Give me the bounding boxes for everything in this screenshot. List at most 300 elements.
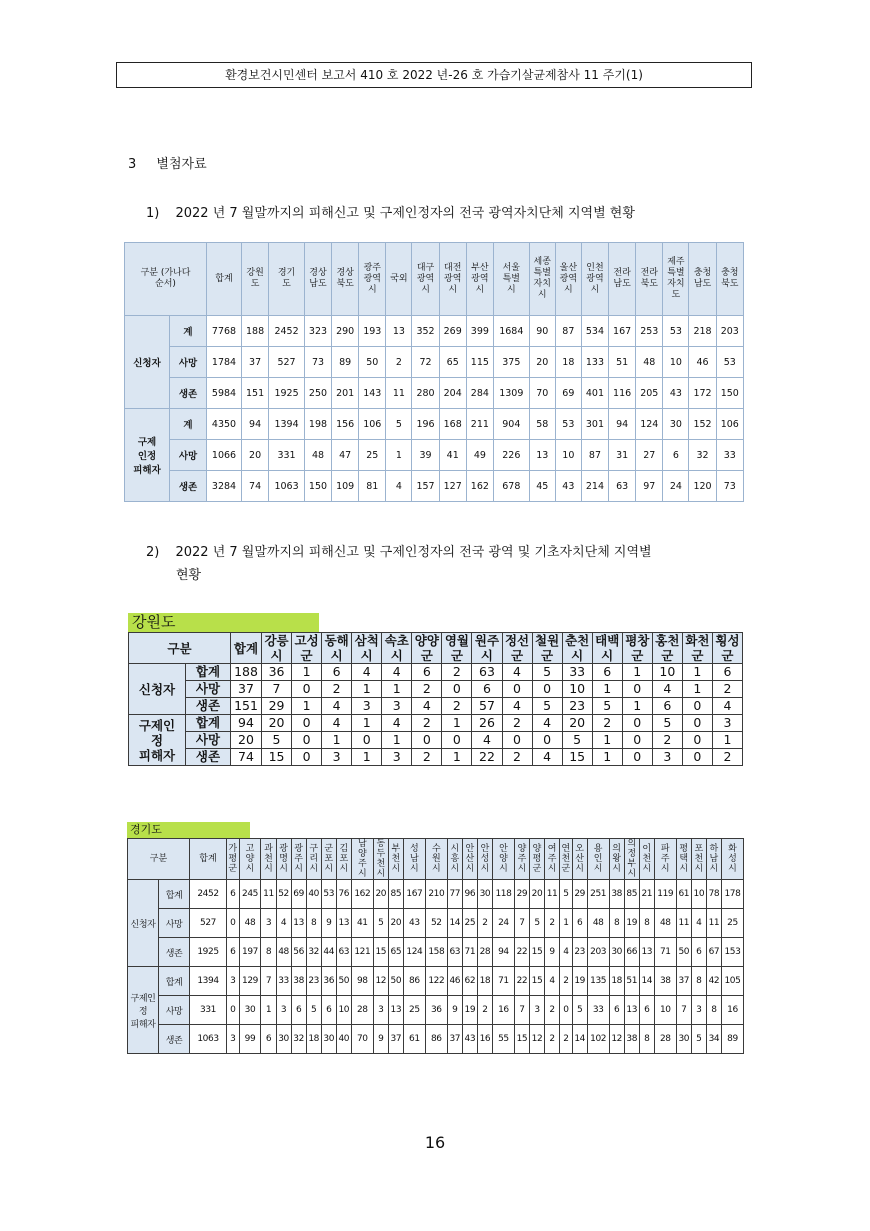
value-cell: 3 <box>712 715 742 732</box>
value-cell: 203 <box>587 938 609 967</box>
value-cell: 151 <box>242 378 269 409</box>
table-row <box>129 664 743 681</box>
value-cell: 33 <box>276 967 291 996</box>
value-cell: 2 <box>442 698 472 715</box>
national-region-table <box>124 242 744 502</box>
value-cell: 6 <box>639 996 654 1025</box>
corner-header: 구분 (가나다 순서) <box>125 243 207 316</box>
header-row <box>125 243 744 316</box>
row-label: 사망 <box>186 732 231 749</box>
group-label: 신청자 <box>125 316 170 409</box>
value-cell: 19 <box>572 967 587 996</box>
value-cell: 3 <box>691 996 706 1025</box>
total-cell: 5984 <box>207 378 242 409</box>
column-header: 화천 군 <box>682 633 712 664</box>
value-cell: 0 <box>682 749 712 766</box>
value-cell: 20 <box>529 880 544 909</box>
value-cell: 2 <box>560 967 573 996</box>
value-cell: 32 <box>291 1025 306 1054</box>
value-cell: 2 <box>477 996 492 1025</box>
total-cell: 188 <box>231 664 262 681</box>
value-cell: 37 <box>676 967 691 996</box>
value-cell: 1 <box>292 664 322 681</box>
value-cell: 12 <box>609 1025 624 1054</box>
value-cell: 2 <box>545 909 560 938</box>
value-cell: 49 <box>466 440 493 471</box>
value-cell: 13 <box>386 316 412 347</box>
value-cell: 162 <box>351 880 373 909</box>
value-cell: 127 <box>439 471 466 502</box>
value-cell: 156 <box>332 409 359 440</box>
value-cell: 102 <box>587 1025 609 1054</box>
value-cell: 14 <box>447 909 462 938</box>
value-cell: 48 <box>304 440 331 471</box>
value-cell: 16 <box>477 1025 492 1054</box>
value-cell: 86 <box>425 1025 447 1054</box>
column-header: 시 흥 시 <box>447 839 462 880</box>
value-cell: 5 <box>592 698 622 715</box>
total-cell: 20 <box>231 732 262 749</box>
value-cell: 32 <box>689 440 716 471</box>
subsection-2-heading <box>146 541 652 560</box>
value-cell: 50 <box>359 347 386 378</box>
value-cell: 89 <box>332 347 359 378</box>
column-header: 대구 광역 시 <box>412 243 439 316</box>
value-cell: 56 <box>291 938 306 967</box>
value-cell: 204 <box>439 378 466 409</box>
value-cell: 15 <box>562 749 592 766</box>
value-cell: 99 <box>239 1025 261 1054</box>
value-cell: 124 <box>636 409 663 440</box>
value-cell: 1394 <box>269 409 305 440</box>
total-cell: 1394 <box>190 967 227 996</box>
value-cell: 2 <box>592 715 622 732</box>
value-cell: 198 <box>304 409 331 440</box>
value-cell: 43 <box>663 378 689 409</box>
value-cell: 205 <box>636 378 663 409</box>
value-cell: 32 <box>306 938 321 967</box>
group-label: 신청자 <box>128 880 159 967</box>
value-cell: 2 <box>322 681 352 698</box>
value-cell: 150 <box>716 378 743 409</box>
value-cell: 8 <box>639 1025 654 1054</box>
table-row <box>128 880 744 909</box>
value-cell: 63 <box>472 664 502 681</box>
value-cell: 13 <box>336 909 351 938</box>
column-header: 광 명 시 <box>276 839 291 880</box>
column-header: 여 주 시 <box>545 839 560 880</box>
value-cell: 28 <box>654 1025 676 1054</box>
value-cell: 11 <box>676 909 691 938</box>
value-cell: 122 <box>425 967 447 996</box>
value-cell: 73 <box>304 347 331 378</box>
table-row <box>125 409 744 440</box>
value-cell: 105 <box>721 967 743 996</box>
value-cell: 11 <box>386 378 412 409</box>
value-cell: 45 <box>529 471 555 502</box>
value-cell: 135 <box>587 967 609 996</box>
column-header: 용 인 시 <box>587 839 609 880</box>
value-cell: 0 <box>442 732 472 749</box>
value-cell: 96 <box>462 880 477 909</box>
row-label: 사망 <box>186 681 231 698</box>
gangwon-title: 강원도 <box>128 613 319 632</box>
value-cell: 42 <box>706 967 721 996</box>
value-cell: 5 <box>306 996 321 1025</box>
total-cell: 2452 <box>190 880 227 909</box>
value-cell: 2 <box>502 715 532 732</box>
row-label: 생존 <box>186 698 231 715</box>
value-cell: 8 <box>609 909 624 938</box>
value-cell: 399 <box>466 316 493 347</box>
value-cell: 904 <box>493 409 529 440</box>
gangwon-table <box>128 632 743 766</box>
column-header: 부 천 시 <box>388 839 403 880</box>
value-cell: 85 <box>388 880 403 909</box>
value-cell: 153 <box>721 938 743 967</box>
value-cell: 15 <box>262 749 292 766</box>
column-header: 국외 <box>386 243 412 316</box>
value-cell: 20 <box>373 880 388 909</box>
value-cell: 13 <box>291 909 306 938</box>
row-label: 계 <box>170 409 207 440</box>
column-header: 전라 남도 <box>609 243 636 316</box>
column-header: 고성 군 <box>292 633 322 664</box>
value-cell: 22 <box>514 938 529 967</box>
value-cell: 5 <box>529 909 544 938</box>
value-cell: 86 <box>403 967 425 996</box>
value-cell: 1 <box>592 681 622 698</box>
value-cell: 3 <box>382 698 412 715</box>
value-cell: 0 <box>292 749 322 766</box>
value-cell: 4 <box>322 715 352 732</box>
column-header: 삼척 시 <box>352 633 382 664</box>
value-cell: 2 <box>560 1025 573 1054</box>
value-cell: 10 <box>663 347 689 378</box>
value-cell: 1309 <box>493 378 529 409</box>
table-row <box>129 681 743 698</box>
gyeonggi-table <box>127 838 744 1054</box>
value-cell: 51 <box>609 347 636 378</box>
table-row <box>128 967 744 996</box>
value-cell: 30 <box>663 409 689 440</box>
value-cell: 70 <box>529 378 555 409</box>
value-cell: 0 <box>502 681 532 698</box>
value-cell: 245 <box>239 880 261 909</box>
value-cell: 4 <box>532 749 562 766</box>
value-cell: 43 <box>462 1025 477 1054</box>
value-cell: 38 <box>291 967 306 996</box>
column-header: 김 포 시 <box>336 839 351 880</box>
value-cell: 5 <box>652 715 682 732</box>
table-row <box>125 471 744 502</box>
value-cell: 106 <box>716 409 743 440</box>
value-cell: 124 <box>403 938 425 967</box>
subsection-1-text: 2022 년 7 월말까지의 피해신고 및 구제인정자의 전국 광역자치단체 지역별 현황 <box>175 206 635 221</box>
value-cell: 1 <box>322 732 352 749</box>
value-cell: 29 <box>262 698 292 715</box>
value-cell: 87 <box>555 316 581 347</box>
value-cell: 47 <box>332 440 359 471</box>
value-cell: 0 <box>532 681 562 698</box>
value-cell: 81 <box>359 471 386 502</box>
value-cell: 5 <box>560 880 573 909</box>
value-cell: 1 <box>352 749 382 766</box>
value-cell: 201 <box>332 378 359 409</box>
value-cell: 5 <box>532 698 562 715</box>
value-cell: 4 <box>545 967 560 996</box>
value-cell: 8 <box>691 967 706 996</box>
value-cell: 28 <box>351 996 373 1025</box>
row-label: 생존 <box>170 378 207 409</box>
value-cell: 30 <box>477 880 492 909</box>
value-cell: 167 <box>609 316 636 347</box>
column-header: 부산 광역 시 <box>466 243 493 316</box>
value-cell: 157 <box>412 471 439 502</box>
value-cell: 158 <box>425 938 447 967</box>
value-cell: 6 <box>712 664 742 681</box>
value-cell: 5 <box>532 664 562 681</box>
value-cell: 0 <box>292 715 322 732</box>
column-header: 평창 군 <box>622 633 652 664</box>
column-header: 양양 군 <box>412 633 442 664</box>
column-header: 세종 특별 자치 시 <box>529 243 555 316</box>
table-row <box>128 996 744 1025</box>
row-label: 사망 <box>170 440 207 471</box>
value-cell: 4 <box>502 664 532 681</box>
value-cell: 3 <box>276 996 291 1025</box>
column-header: 의 왕 시 <box>609 839 624 880</box>
column-header: 강릉 시 <box>262 633 292 664</box>
value-cell: 14 <box>639 967 654 996</box>
value-cell: 121 <box>351 938 373 967</box>
value-cell: 3 <box>261 909 276 938</box>
value-cell: 8 <box>261 938 276 967</box>
value-cell: 4 <box>412 698 442 715</box>
column-header: 가 평 군 <box>227 839 240 880</box>
table-row <box>125 316 744 347</box>
value-cell: 2 <box>712 749 742 766</box>
row-label: 사망 <box>159 909 190 938</box>
value-cell: 53 <box>716 347 743 378</box>
column-header: 대전 광역 시 <box>439 243 466 316</box>
value-cell: 15 <box>373 938 388 967</box>
section-heading <box>128 153 207 172</box>
header-row <box>128 839 744 880</box>
value-cell: 5 <box>562 732 592 749</box>
value-cell: 3 <box>352 698 382 715</box>
value-cell: 1 <box>386 440 412 471</box>
value-cell: 13 <box>639 938 654 967</box>
column-header: 수 원 시 <box>425 839 447 880</box>
value-cell: 2 <box>545 996 560 1025</box>
value-cell: 67 <box>706 938 721 967</box>
value-cell: 51 <box>624 967 639 996</box>
value-cell: 6 <box>321 996 336 1025</box>
value-cell: 23 <box>562 698 592 715</box>
value-cell: 33 <box>587 996 609 1025</box>
value-cell: 1 <box>382 732 412 749</box>
value-cell: 21 <box>639 880 654 909</box>
value-cell: 31 <box>609 440 636 471</box>
value-cell: 50 <box>388 967 403 996</box>
value-cell: 284 <box>466 378 493 409</box>
column-header: 양 평 군 <box>529 839 544 880</box>
value-cell: 5 <box>373 909 388 938</box>
column-header: 울산 광역 시 <box>555 243 581 316</box>
value-cell: 290 <box>332 316 359 347</box>
value-cell: 94 <box>609 409 636 440</box>
column-header: 충청 남도 <box>689 243 716 316</box>
value-cell: 4 <box>382 664 412 681</box>
value-cell: 375 <box>493 347 529 378</box>
value-cell: 4 <box>322 698 352 715</box>
value-cell: 167 <box>403 880 425 909</box>
value-cell: 7 <box>261 967 276 996</box>
value-cell: 0 <box>292 732 322 749</box>
value-cell: 22 <box>472 749 502 766</box>
value-cell: 2 <box>412 749 442 766</box>
total-cell: 94 <box>231 715 262 732</box>
value-cell: 0 <box>622 715 652 732</box>
total-cell: 7768 <box>207 316 242 347</box>
value-cell: 46 <box>447 967 462 996</box>
value-cell: 33 <box>716 440 743 471</box>
section-number: 3 <box>128 157 137 172</box>
column-header: 홍천 군 <box>652 633 682 664</box>
column-header: 동해 시 <box>322 633 352 664</box>
total-cell: 331 <box>190 996 227 1025</box>
value-cell: 90 <box>529 316 555 347</box>
column-header: 전라 북도 <box>636 243 663 316</box>
value-cell: 53 <box>663 316 689 347</box>
column-header: 성 남 시 <box>403 839 425 880</box>
value-cell: 280 <box>412 378 439 409</box>
value-cell: 4 <box>691 909 706 938</box>
total-cell: 4350 <box>207 409 242 440</box>
value-cell: 527 <box>269 347 305 378</box>
value-cell: 1 <box>560 909 573 938</box>
value-cell: 1 <box>442 715 472 732</box>
value-cell: 58 <box>529 409 555 440</box>
value-cell: 22 <box>514 967 529 996</box>
value-cell: 11 <box>545 880 560 909</box>
value-cell: 10 <box>336 996 351 1025</box>
value-cell: 65 <box>439 347 466 378</box>
value-cell: 250 <box>304 378 331 409</box>
value-cell: 94 <box>242 409 269 440</box>
row-label: 합계 <box>186 664 231 681</box>
column-header: 경기 도 <box>269 243 305 316</box>
value-cell: 53 <box>555 409 581 440</box>
value-cell: 152 <box>689 409 716 440</box>
table-row <box>129 749 743 766</box>
column-header: 제주 특별 자치 도 <box>663 243 689 316</box>
subsection-1-heading <box>146 202 635 221</box>
value-cell: 4 <box>560 938 573 967</box>
value-cell: 30 <box>276 1025 291 1054</box>
value-cell: 94 <box>492 938 514 967</box>
column-header: 포 천 시 <box>691 839 706 880</box>
value-cell: 37 <box>388 1025 403 1054</box>
value-cell: 6 <box>227 880 240 909</box>
value-cell: 69 <box>555 378 581 409</box>
value-cell: 16 <box>721 996 743 1025</box>
value-cell: 12 <box>373 967 388 996</box>
value-cell: 6 <box>227 938 240 967</box>
value-cell: 18 <box>477 967 492 996</box>
value-cell: 15 <box>529 967 544 996</box>
value-cell: 0 <box>622 681 652 698</box>
value-cell: 4 <box>382 715 412 732</box>
value-cell: 2 <box>477 909 492 938</box>
value-cell: 16 <box>492 996 514 1025</box>
value-cell: 197 <box>239 938 261 967</box>
value-cell: 251 <box>587 880 609 909</box>
column-header: 오 산 시 <box>572 839 587 880</box>
value-cell: 1 <box>682 664 712 681</box>
value-cell: 18 <box>609 967 624 996</box>
value-cell: 534 <box>581 316 608 347</box>
value-cell: 8 <box>306 909 321 938</box>
value-cell: 129 <box>239 967 261 996</box>
value-cell: 168 <box>439 409 466 440</box>
value-cell: 1 <box>442 749 472 766</box>
column-header: 동 두 천 시 <box>373 839 388 880</box>
value-cell: 48 <box>239 909 261 938</box>
value-cell: 5 <box>386 409 412 440</box>
value-cell: 14 <box>572 1025 587 1054</box>
value-cell: 63 <box>336 938 351 967</box>
value-cell: 30 <box>609 938 624 967</box>
value-cell: 1 <box>682 681 712 698</box>
value-cell: 63 <box>609 471 636 502</box>
value-cell: 7 <box>676 996 691 1025</box>
report-header: 환경보건시민센터 보고서 410 호 2022 년-26 호 가습기살균제참사 11 주기(1) <box>116 62 752 88</box>
column-header: 영월 군 <box>442 633 472 664</box>
value-cell: 4 <box>532 715 562 732</box>
value-cell: 0 <box>682 732 712 749</box>
value-cell: 9 <box>545 938 560 967</box>
column-header: 이 천 시 <box>639 839 654 880</box>
value-cell: 2 <box>442 664 472 681</box>
value-cell: 133 <box>581 347 608 378</box>
value-cell: 29 <box>572 880 587 909</box>
column-header: 서울 특별 시 <box>493 243 529 316</box>
value-cell: 1925 <box>269 378 305 409</box>
value-cell: 71 <box>654 938 676 967</box>
value-cell: 87 <box>581 440 608 471</box>
value-cell: 0 <box>622 732 652 749</box>
value-cell: 4 <box>352 664 382 681</box>
column-header: 남 양 주 시 <box>351 839 373 880</box>
value-cell: 85 <box>624 880 639 909</box>
value-cell: 77 <box>447 880 462 909</box>
value-cell: 1 <box>712 732 742 749</box>
value-cell: 7 <box>514 909 529 938</box>
value-cell: 61 <box>676 880 691 909</box>
value-cell: 55 <box>492 1025 514 1054</box>
value-cell: 0 <box>442 681 472 698</box>
value-cell: 38 <box>609 880 624 909</box>
value-cell: 71 <box>462 938 477 967</box>
value-cell: 2 <box>386 347 412 378</box>
row-label: 합계 <box>186 715 231 732</box>
value-cell: 27 <box>636 440 663 471</box>
value-cell: 4 <box>276 909 291 938</box>
value-cell: 36 <box>425 996 447 1025</box>
value-cell: 10 <box>654 996 676 1025</box>
